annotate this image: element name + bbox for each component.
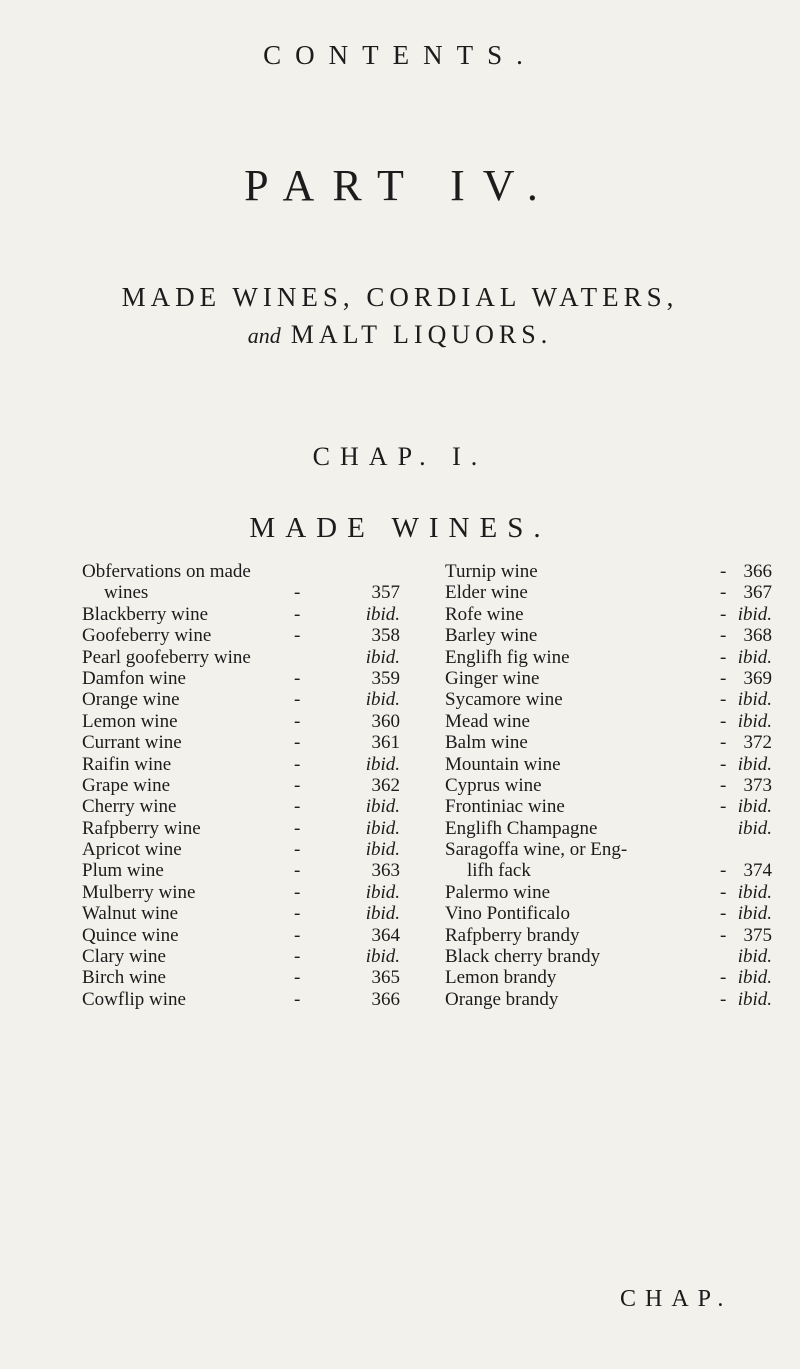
entry-title: Cyprus wine [445, 774, 542, 796]
entry-dash: - [720, 689, 727, 711]
entry-dash: - [720, 774, 727, 796]
entry-page-number: 364 [371, 924, 400, 946]
entry-title: Quince wine [82, 924, 179, 946]
entry-page-number: 366 [743, 561, 772, 582]
contents-entry [82, 882, 400, 903]
entry-page-number: 375 [743, 924, 772, 946]
contents-entry [445, 946, 772, 967]
entry-dash: - [294, 881, 301, 903]
contents-entry [82, 582, 400, 603]
entry-page-number: ibid. [365, 603, 400, 625]
contents-entry [445, 604, 772, 625]
contents-entry [445, 839, 772, 860]
contents-entry [445, 561, 772, 582]
entry-page-number: ibid. [365, 903, 400, 925]
entry-page-number: ibid. [365, 646, 400, 668]
entry-dash: - [294, 582, 301, 604]
contents-entry [82, 989, 400, 1010]
contents-entry [82, 561, 400, 582]
entry-title: Lemon wine [82, 710, 178, 732]
entry-title: Mead wine [445, 710, 530, 732]
entry-title: Pearl goofeberry wine [82, 646, 251, 668]
entry-title: Saragoffa wine, or Eng- [445, 839, 628, 861]
entry-title: lifh fack [467, 860, 531, 882]
entry-title: Birch wine [82, 967, 166, 989]
entry-page-number: ibid. [737, 710, 772, 732]
entry-dash: - [720, 561, 727, 582]
entry-dash: - [294, 732, 301, 754]
entry-page-number: ibid. [737, 967, 772, 989]
entry-page-number: ibid. [737, 881, 772, 903]
entry-page-number: ibid. [737, 646, 772, 668]
contents-entry [82, 732, 400, 753]
entry-page-number: 373 [743, 774, 772, 796]
entry-title: Plum wine [82, 860, 164, 882]
entry-title: Rafpberry wine [82, 817, 201, 839]
entry-page-number: ibid. [737, 796, 772, 818]
entry-dash: - [294, 603, 301, 625]
entry-title: Raifin wine [82, 753, 172, 775]
contents-entry [445, 647, 772, 668]
entry-title: Walnut wine [82, 903, 179, 925]
entry-page-number: 363 [371, 860, 400, 882]
entry-dash: - [720, 903, 727, 925]
entry-page-number: 361 [371, 732, 400, 754]
entry-title: Balm wine [445, 732, 528, 754]
contents-entry [445, 689, 772, 710]
entry-page-number: 368 [743, 625, 772, 647]
entry-dash: - [294, 903, 301, 925]
entry-title: Mulberry wine [82, 881, 196, 903]
entry-page-number: 359 [371, 667, 400, 689]
entry-dash: - [294, 667, 301, 689]
entry-page-number: 362 [371, 774, 400, 796]
entry-title: Black cherry brandy [445, 946, 601, 968]
contents-entry [82, 860, 400, 881]
contents-entry [445, 989, 772, 1010]
entry-dash: - [720, 924, 727, 946]
entry-page-number: 358 [371, 625, 400, 647]
entry-title: Ginger wine [445, 667, 540, 689]
contents-entry [445, 967, 772, 988]
contents-entry [445, 818, 772, 839]
contents-entry [445, 754, 772, 775]
entry-page-number: ibid. [365, 881, 400, 903]
entry-dash: - [294, 988, 301, 1010]
contents-entry [82, 625, 400, 646]
contents-table [82, 561, 772, 1021]
entry-page-number: ibid. [365, 839, 400, 861]
entry-page-number: ibid. [737, 603, 772, 625]
entry-dash: - [294, 710, 301, 732]
entry-dash: - [294, 860, 301, 882]
entry-page-number: ibid. [365, 796, 400, 818]
entry-dash: - [294, 774, 301, 796]
entry-dash: - [294, 924, 301, 946]
contents-entry [445, 582, 772, 603]
entry-title: Grape wine [82, 774, 171, 796]
entry-title: Palermo wine [445, 881, 551, 903]
entry-page-number: ibid. [365, 753, 400, 775]
entry-page-number: 366 [371, 988, 400, 1010]
entry-title: wines [104, 582, 149, 604]
entry-dash: - [720, 967, 727, 989]
contents-entry [82, 647, 400, 668]
entry-page-number: ibid. [737, 946, 772, 968]
entry-dash: - [294, 689, 301, 711]
entry-page-number: 372 [743, 732, 772, 754]
entry-title: Lemon brandy [445, 967, 557, 989]
contents-entry [82, 967, 400, 988]
entry-page-number: 369 [743, 667, 772, 689]
entry-title: Englifh Champagne [445, 817, 598, 839]
contents-entry [82, 668, 400, 689]
entry-title: Orange wine [82, 689, 180, 711]
entry-page-number: ibid. [737, 903, 772, 925]
entry-dash: - [720, 625, 727, 647]
entry-dash: - [720, 988, 727, 1010]
subtitle-malt-liquors: MALT LIQUORS. [290, 320, 553, 349]
entry-title: Obfervations on made [82, 561, 251, 582]
contents-entry [82, 775, 400, 796]
contents-entry [82, 903, 400, 924]
entry-page-number: 365 [371, 967, 400, 989]
entry-title: Rofe wine [445, 603, 524, 625]
entry-title: Currant wine [82, 732, 182, 754]
entry-title: Englifh fig wine [445, 646, 570, 668]
entry-page-number: 357 [371, 582, 400, 604]
entry-dash: - [720, 646, 727, 668]
entry-title: Goofeberry wine [82, 625, 212, 647]
entry-dash: - [720, 582, 727, 604]
contents-entry [82, 754, 400, 775]
entry-title: Sycamore wine [445, 689, 563, 711]
contents-entry [445, 668, 772, 689]
entry-dash: - [294, 796, 301, 818]
contents-entry [445, 775, 772, 796]
entry-page-number: 374 [743, 860, 772, 882]
entry-dash: - [294, 946, 301, 968]
entry-title: Cowflip wine [82, 988, 186, 1010]
contents-entry [445, 860, 772, 881]
entry-page-number: ibid. [365, 689, 400, 711]
entry-dash: - [720, 667, 727, 689]
part-title: PART IV. [244, 161, 556, 210]
entry-dash: - [720, 710, 727, 732]
contents-entry [82, 818, 400, 839]
entry-dash: - [720, 753, 727, 775]
entry-page-number: ibid. [737, 988, 772, 1010]
running-head: CONTENTS. [263, 40, 537, 70]
contents-entry [82, 839, 400, 860]
entry-dash: - [294, 625, 301, 647]
contents-entry [445, 903, 772, 924]
contents-entry [82, 689, 400, 710]
entry-title: Rafpberry brandy [445, 924, 580, 946]
entry-dash: - [294, 753, 301, 775]
contents-entry [82, 711, 400, 732]
contents-entry [82, 604, 400, 625]
contents-entry [82, 925, 400, 946]
contents-entry [445, 625, 772, 646]
contents-entry [445, 882, 772, 903]
entry-page-number: 367 [743, 582, 772, 604]
entry-title: Mountain wine [445, 753, 561, 775]
entry-page-number: ibid. [365, 946, 400, 968]
entry-page-number: ibid. [737, 817, 772, 839]
entry-title: Orange brandy [445, 988, 559, 1010]
entry-dash: - [720, 881, 727, 903]
entry-title: Cherry wine [82, 796, 177, 818]
entry-title: Apricot wine [82, 839, 182, 861]
chapter-title: MADE WINES. [249, 512, 551, 544]
entry-page-number: ibid. [737, 753, 772, 775]
entry-dash: - [720, 732, 727, 754]
entry-title: Damfon wine [82, 667, 186, 689]
contents-left-column [82, 561, 400, 1010]
entry-title: Barley wine [445, 625, 538, 647]
entry-page-number: ibid. [365, 817, 400, 839]
entry-page-number: 360 [371, 710, 400, 732]
entry-title: Turnip wine [445, 561, 538, 582]
entry-title: Blackberry wine [82, 603, 209, 625]
entry-title: Frontiniac wine [445, 796, 565, 818]
contents-entry [82, 946, 400, 967]
entry-dash: - [720, 603, 727, 625]
contents-entry [445, 711, 772, 732]
part-subtitle-line1: MADE WINES, CORDIAL WATERS, [121, 282, 679, 312]
entry-title: Vino Pontificalo [445, 903, 570, 925]
contents-entry [445, 796, 772, 817]
contents-entry [445, 732, 772, 753]
contents-right-column [445, 561, 772, 1010]
entry-dash: - [720, 796, 727, 818]
entry-title: Clary wine [82, 946, 166, 968]
chapter-label: CHAP. I. [312, 442, 488, 471]
entry-dash: - [294, 839, 301, 861]
entry-title: Elder wine [445, 582, 528, 604]
entry-dash: - [294, 817, 301, 839]
contents-entry [82, 796, 400, 817]
subtitle-and: and [247, 323, 281, 348]
contents-entry [445, 925, 772, 946]
part-subtitle-line2 [0, 320, 800, 350]
entry-dash: - [294, 967, 301, 989]
entry-dash: - [720, 860, 727, 882]
entry-page-number: ibid. [737, 689, 772, 711]
catchword: CHAP. [620, 1286, 733, 1312]
